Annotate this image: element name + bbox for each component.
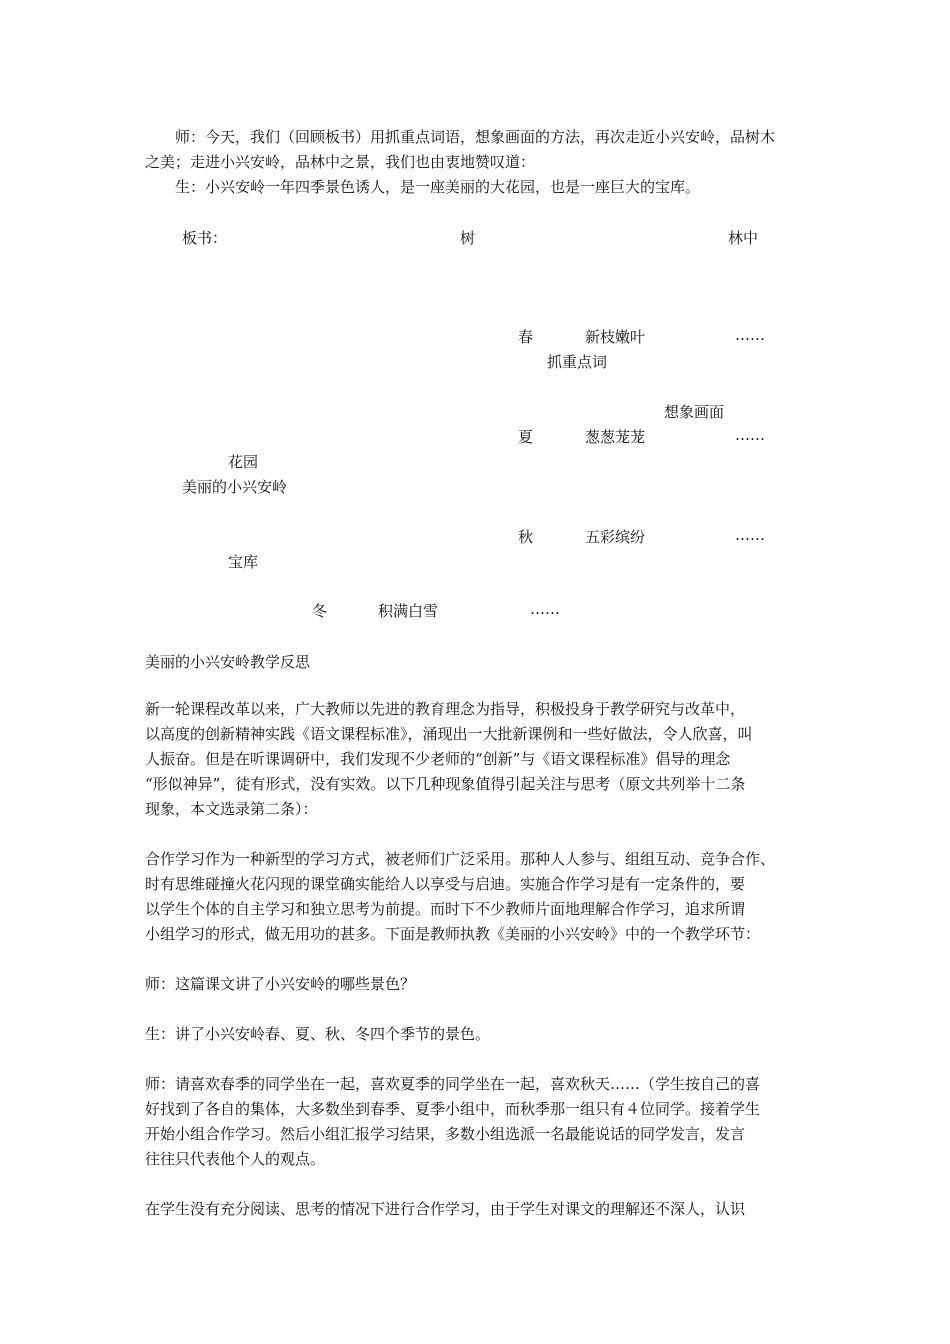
summer-etc: …… [735,426,765,444]
season-spring: 春 [518,328,534,346]
text-line: 在学生没有充分阅读、思考的情况下进行合作学习，由于学生对课文的理解还不深人，认识 [145,1200,746,1218]
text-line: 以学生个体的自主学习和独立思考为前提。而时下不少教师片面地理解合作学习，追求所谓 [145,900,746,918]
reflection-paragraph-3 [145,1072,825,1172]
text-line: 以高度的创新精神实践《语文课程标准》，涌现出一大批新课例和一些好做法，令人欣喜，叫 [145,725,753,743]
board-col-forest: 林中 [728,229,759,247]
text-line: 好找到了各自的集体，大多数坐到春季、夏季小组中，而秋季那一组只有４位同学。接着学生 [145,1100,761,1118]
reflection-paragraph-4 [145,1197,825,1222]
text-line: 师：请喜欢春季的同学坐在一起，喜欢夏季的同学坐在一起，喜欢秋天……（学生按自己的喜 [145,1075,761,1093]
text-line: 现象，本文选录第二条）： [145,800,318,818]
autumn-etc: …… [735,526,765,544]
text-line: 生：小兴安岭一年四季景色诱人，是一座美丽的大花园，也是一座巨大的宝库。 [145,178,701,196]
season-summer: 夏 [518,428,534,446]
board-col-tree: 树 [460,229,476,247]
text-line: 合作学习作为一种新型的学习方式，被老师们广泛采用。那种人人参与、组组互动、竞争合作、 [145,850,776,868]
text-line: 时有思维碰撞火花闪现的课堂确实能给人以享受与启迪。实施合作学习是有一定条件的，要 [145,875,746,893]
winter-desc: 积满白雪 [378,602,439,620]
season-winter: 冬 [312,602,328,620]
spring-desc: 新枝嫩叶 [585,328,646,346]
winter-etc: …… [530,600,560,618]
text-line: 人振奋。但是在听课调研中，我们发现不少老师的“创新”与《语文课程标准》倡导的理念 [145,750,731,768]
board-treasure: 宝库 [228,553,259,571]
reflection-title: 美丽的小兴安岭教学反思 [145,653,311,671]
intro-paragraph [145,125,825,200]
season-autumn: 秋 [518,528,534,546]
teacher-question: 师：这篇课文讲了小兴安岭的哪些景色？ [145,975,416,993]
reflection-paragraph-1 [145,697,825,822]
reflection-paragraph-2 [145,847,825,947]
text-line: 之美；走进小兴安岭，品林中之景，我们也由衷地赞叹道： [145,153,536,171]
autumn-desc: 五彩缤纷 [585,528,646,546]
text-line: 师：今天，我们（回顾板书）用抓重点词语，想象画面的方法，再次走近小兴安岭，品树木 [145,128,776,146]
board-garden: 花园 [228,453,259,471]
spring-etc: …… [735,326,765,344]
method-key-words: 抓重点词 [547,353,608,371]
summer-desc: 葱葱茏茏 [585,428,646,446]
text-line: 开始小组合作学习。然后小组汇报学习结果，多数小组选派一名最能说话的同学发言，发言 [145,1125,746,1143]
board-label: 板书： [182,229,228,247]
text-line: 新一轮课程改革以来，广大教师以先进的教育理念为指导，积极投身于教学研究与改革中， [145,700,746,718]
student-answer: 生：讲了小兴安岭春、夏、秋、冬四个季节的景色。 [145,1025,491,1043]
board-main-title: 美丽的小兴安岭 [182,478,288,496]
text-line: 小组学习的形式，做无用功的甚多。下面是教师执教《美丽的小兴安岭》中的一个教学环节： [145,925,761,943]
text-line: “形似神异”，徒有形式，没有实效。以下几种现象值得引起关注与思考（原文共列举十二条 [145,775,746,793]
text-line: 往往只代表他个人的观点。 [145,1150,326,1168]
method-imagine: 想象画面 [664,403,725,421]
